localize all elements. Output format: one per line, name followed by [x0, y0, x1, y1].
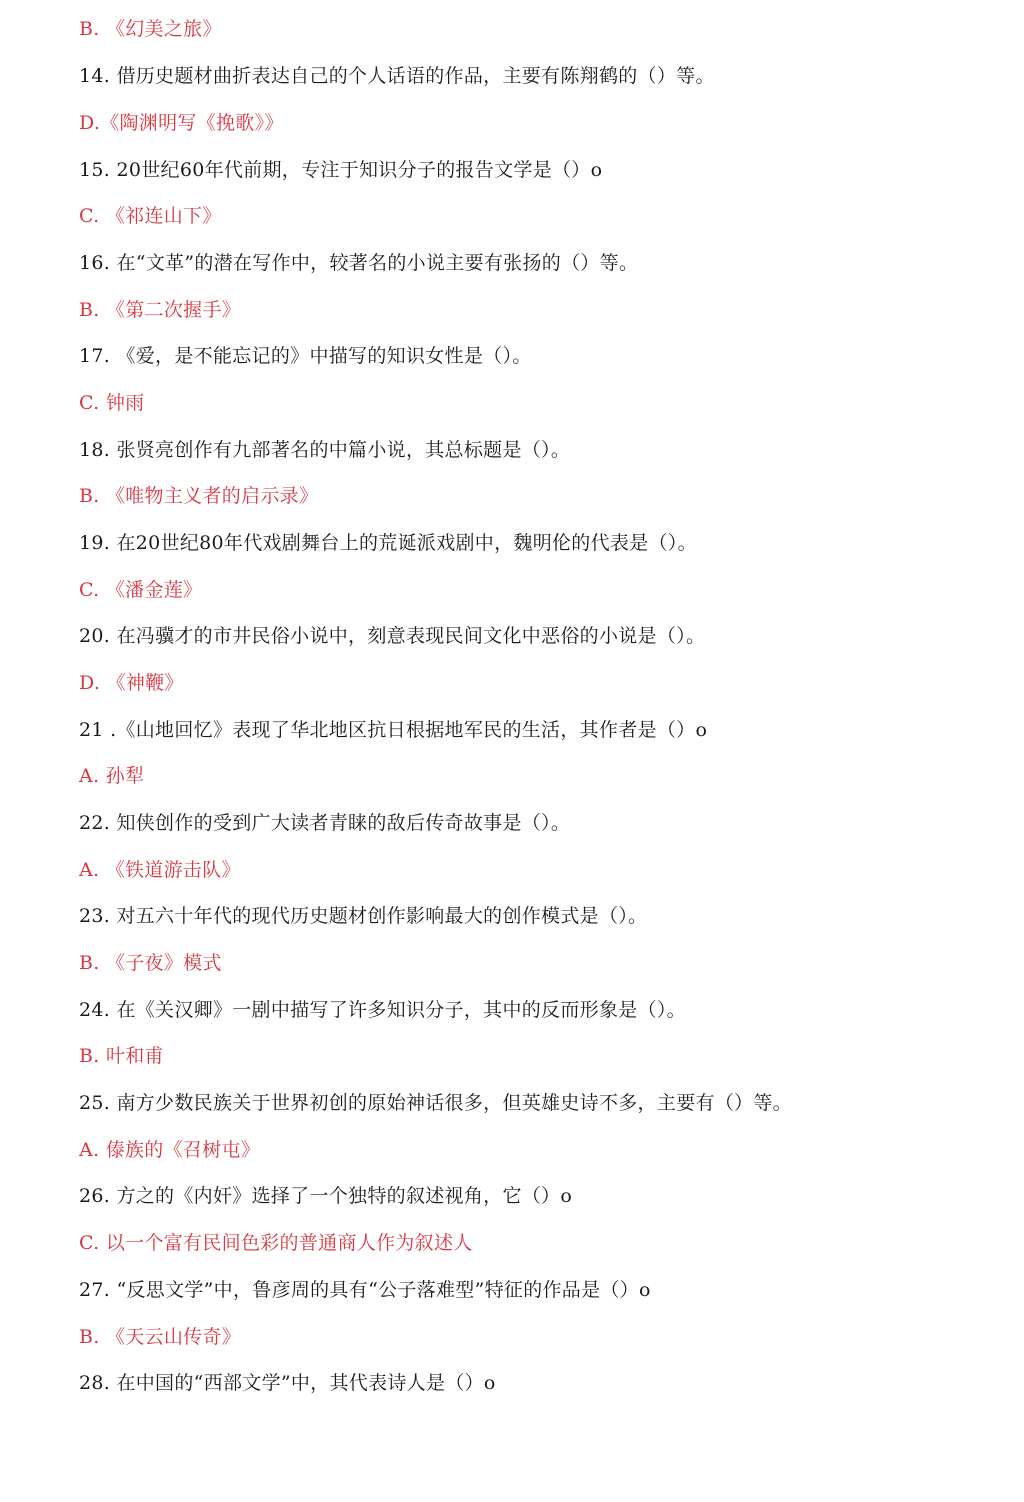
answer-line: B. 《幻美之旅》: [79, 18, 222, 40]
question-line: 28. 在中国的“西部文学”中，其代表诗人是（）o: [79, 1372, 496, 1394]
answer-line: B. 《唯物主义者的启示录》: [79, 485, 319, 507]
answer-line: A. 孙犁: [79, 765, 145, 787]
question-line: 20. 在冯骥才的市井民俗小说中，刻意表现民间文化中恶俗的小说是（）。: [79, 625, 706, 647]
question-line: 19. 在20世纪80年代戏剧舞台上的荒诞派戏剧中，魏明伦的代表是（）。: [79, 532, 697, 554]
answer-line: C. 《潘金莲》: [79, 579, 203, 601]
answer-line: C. 钟雨: [79, 392, 145, 414]
answer-line: D.《陶渊明写《挽歌》》: [79, 112, 284, 134]
question-line: 14. 借历史题材曲折表达自己的个人话语的作品，主要有陈翔鹤的（）等。: [79, 65, 715, 87]
answer-line: A. 傣族的《召树屯》: [79, 1139, 261, 1161]
question-line: 24. 在《关汉卿》一剧中描写了许多知识分子，其中的反而形象是（）。: [79, 999, 686, 1021]
question-line: 15. 20世纪60年代前期，专注于知识分子的报告文学是（）o: [79, 159, 603, 181]
question-line: 26. 方之的《内奸》选择了一个独特的叙述视角，它（）o: [79, 1185, 573, 1207]
answer-line: B. 叶和甫: [79, 1045, 164, 1067]
answer-line: B. 《子夜》模式: [79, 952, 222, 974]
answer-line: B. 《第二次握手》: [79, 299, 242, 321]
answer-line: D. 《神鞭》: [79, 672, 184, 694]
question-line: 21 .《山地回忆》表现了华北地区抗日根据地军民的生活，其作者是（）o: [79, 719, 708, 741]
answer-line: A. 《铁道游击队》: [79, 859, 241, 881]
question-line: 16. 在“文革”的潜在写作中，较著名的小说主要有张扬的（）等。: [79, 252, 639, 274]
question-line: 25. 南方少数民族关于世界初创的原始神话很多，但英雄史诗不多，主要有（）等。: [79, 1092, 792, 1114]
question-line: 27. “反思文学”中，鲁彦周的具有“公子落难型”特征的作品是（）o: [79, 1279, 651, 1301]
question-line: 22. 知侠创作的受到广大读者青睐的敌后传奇故事是（）。: [79, 812, 571, 834]
question-line: 17. 《爱，是不能忘记的》中描写的知识女性是（）。: [79, 345, 532, 367]
question-line: 23. 对五六十年代的现代历史题材创作影响最大的创作模式是（）。: [79, 905, 648, 927]
answer-line: C. 《祁连山下》: [79, 205, 222, 227]
answer-line: B. 《天云山传奇》: [79, 1326, 242, 1348]
answer-line: C. 以一个富有民间色彩的普通商人作为叙述人: [79, 1232, 473, 1254]
question-line: 18. 张贤亮创作有九部著名的中篇小说，其总标题是（）。: [79, 439, 571, 461]
